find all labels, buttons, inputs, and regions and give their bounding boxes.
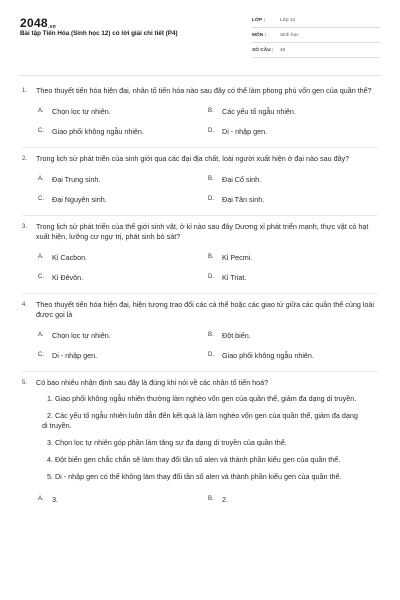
option-text: Chọn lọc tự nhiên. <box>52 330 111 340</box>
statement-item: 2. Các yếu tố ngẫu nhiên luôn dẫn đến kết quả là làm nghèo vốn gen của quần thể, giảm đa dạng di truyền. <box>42 411 358 430</box>
option-letter: A. <box>38 176 44 182</box>
question-3 <box>22 215 378 293</box>
option-text: Đại Tân sinh. <box>222 194 265 204</box>
meta-label: SỐ CÂU : <box>252 47 274 53</box>
option-letter: A. <box>38 108 44 114</box>
question-text <box>22 378 378 388</box>
statement-item: 5. Di - nhập gen có thể không làm thay đổi tần số alen và thành phần kiểu gen của quần thể. <box>47 472 342 481</box>
option-a[interactable] <box>38 101 208 121</box>
question-text <box>22 300 378 320</box>
question-number: 1. <box>22 88 28 94</box>
option-text: 3. <box>52 494 58 504</box>
option-letter: B. <box>208 254 214 260</box>
option-text: Đột biến. <box>222 330 251 340</box>
option-text: Kỉ Đêvôn. <box>52 272 84 282</box>
option-d[interactable] <box>208 267 378 287</box>
option-letter: D. <box>208 352 214 358</box>
option-text: Đại Cổ sinh. <box>222 174 262 184</box>
meta-row-question-count <box>252 43 380 58</box>
option-text: Các yếu tố ngẫu nhiên. <box>222 106 296 116</box>
option-text: Giao phối không ngẫu nhiên. <box>222 350 314 360</box>
option-text: Kỉ Cacbon. <box>52 252 88 262</box>
option-b[interactable] <box>208 101 378 121</box>
meta-row-class <box>252 13 380 28</box>
option-text: Đại Nguyên sinh. <box>52 194 107 204</box>
question-number: 3. <box>22 224 28 230</box>
answer-options <box>22 101 378 147</box>
option-text: Chọn lọc tự nhiên. <box>52 106 111 116</box>
option-letter: A. <box>38 254 44 260</box>
meta-row-subject <box>252 28 380 43</box>
option-letter: C. <box>38 196 44 202</box>
question-number: 4. <box>22 302 28 308</box>
statement-list <box>22 394 378 482</box>
question-number: 5. <box>22 380 28 386</box>
option-letter: A. <box>38 496 44 502</box>
option-a[interactable] <box>38 325 208 345</box>
option-letter: D. <box>208 196 214 202</box>
option-b[interactable] <box>208 169 378 189</box>
option-letter: D. <box>208 128 214 134</box>
option-d[interactable] <box>208 121 378 141</box>
meta-value: Sinh học <box>280 32 299 38</box>
page-header <box>0 0 400 80</box>
meta-label: MÔN : <box>252 32 267 38</box>
meta-value: 40 <box>280 47 286 53</box>
meta-label: LỚP : <box>252 17 266 23</box>
option-letter: B. <box>208 496 214 502</box>
option-letter: B. <box>208 176 214 182</box>
question-2 <box>22 147 378 215</box>
option-letter: B. <box>208 108 214 114</box>
logo-text: 2048 <box>20 16 48 30</box>
meta-value: Lớp 12 <box>280 17 296 23</box>
option-text: Kỉ Triat. <box>222 272 247 282</box>
option-text: Giao phối không ngẫu nhiên. <box>52 126 144 136</box>
answer-options <box>22 325 378 371</box>
statement-item: 1. Giao phối không ngẫu nhiên thường làm nghèo vốn gen của quần thể, giảm đa dạng di truyền. <box>47 394 357 403</box>
answer-options <box>22 489 378 515</box>
option-letter: B. <box>208 332 214 338</box>
statement-item: 4. Đột biến gen chắc chắn sẽ làm thay đổi tần số alen và thành phần kiểu gen của quần thể. <box>47 455 341 464</box>
option-b[interactable] <box>208 489 378 509</box>
option-text: Di - nhập gen. <box>52 350 98 360</box>
option-text: 2. <box>222 494 228 504</box>
document-title: Bài tập Tiến Hóa (Sinh học 12) có lời giải chi tiết (P4) <box>20 30 178 37</box>
question-stem: Theo thuyết tiến hóa hiện đại, nhân tố tiến hóa nào sau đây có thể làm phong phú vốn gen của quần thể? <box>36 86 372 95</box>
option-a[interactable] <box>38 247 208 267</box>
option-d[interactable] <box>208 189 378 209</box>
option-text: Đại Trung sinh. <box>52 174 101 184</box>
option-letter: C. <box>38 274 44 280</box>
header-divider <box>20 75 380 76</box>
question-text <box>22 222 378 242</box>
option-c[interactable] <box>38 345 208 365</box>
question-number: 2. <box>22 156 28 162</box>
option-letter: C. <box>38 128 44 134</box>
question-stem: Trong lịch sử phát triển của sinh giới qua các đại địa chất, loài người xuất hiện ở đại nào sau đây? <box>36 154 350 163</box>
option-text: Kỉ Pecmi. <box>222 252 253 262</box>
option-c[interactable] <box>38 189 208 209</box>
statement-item: 3. Chọn lọc tự nhiên góp phần làm tăng sự đa dạng di truyền của quần thể. <box>47 438 287 447</box>
option-c[interactable] <box>38 267 208 287</box>
site-logo[interactable] <box>20 16 56 30</box>
option-b[interactable] <box>208 325 378 345</box>
document-meta <box>252 13 380 58</box>
question-list <box>22 80 378 515</box>
option-c[interactable] <box>38 121 208 141</box>
question-stem: Có bao nhiêu nhận định sau đây là đúng khi nói về các nhân tố tiến hoá? <box>36 378 269 387</box>
option-b[interactable] <box>208 247 378 267</box>
question-text <box>22 86 378 96</box>
option-letter: A. <box>38 332 44 338</box>
option-a[interactable] <box>38 169 208 189</box>
question-1 <box>22 80 378 147</box>
answer-options <box>22 247 378 293</box>
question-stem: Theo thuyết tiến hóa hiện đại, hiện tượng trao đổi các cá thể hoặc các giao tử giữa các quần thể cùng loài được gọi là <box>36 300 375 319</box>
option-letter: C. <box>38 352 44 358</box>
question-4 <box>22 293 378 371</box>
option-a[interactable] <box>38 489 208 509</box>
question-text <box>22 154 378 164</box>
option-d[interactable] <box>208 345 378 365</box>
option-letter: D. <box>208 274 214 280</box>
option-text: Di - nhập gen. <box>222 126 268 136</box>
question-5 <box>22 371 378 515</box>
question-stem: Trong lịch sử phát triển của thế giới sinh vật, ở kỉ nào sau đây Dương xỉ phát triển mạnh, thực vật có hạt xuất hiện, lưỡng cư ngự trị, phát sinh bò sát? <box>36 222 369 241</box>
answer-options <box>22 169 378 215</box>
logo-suffix: .vn <box>47 24 57 30</box>
